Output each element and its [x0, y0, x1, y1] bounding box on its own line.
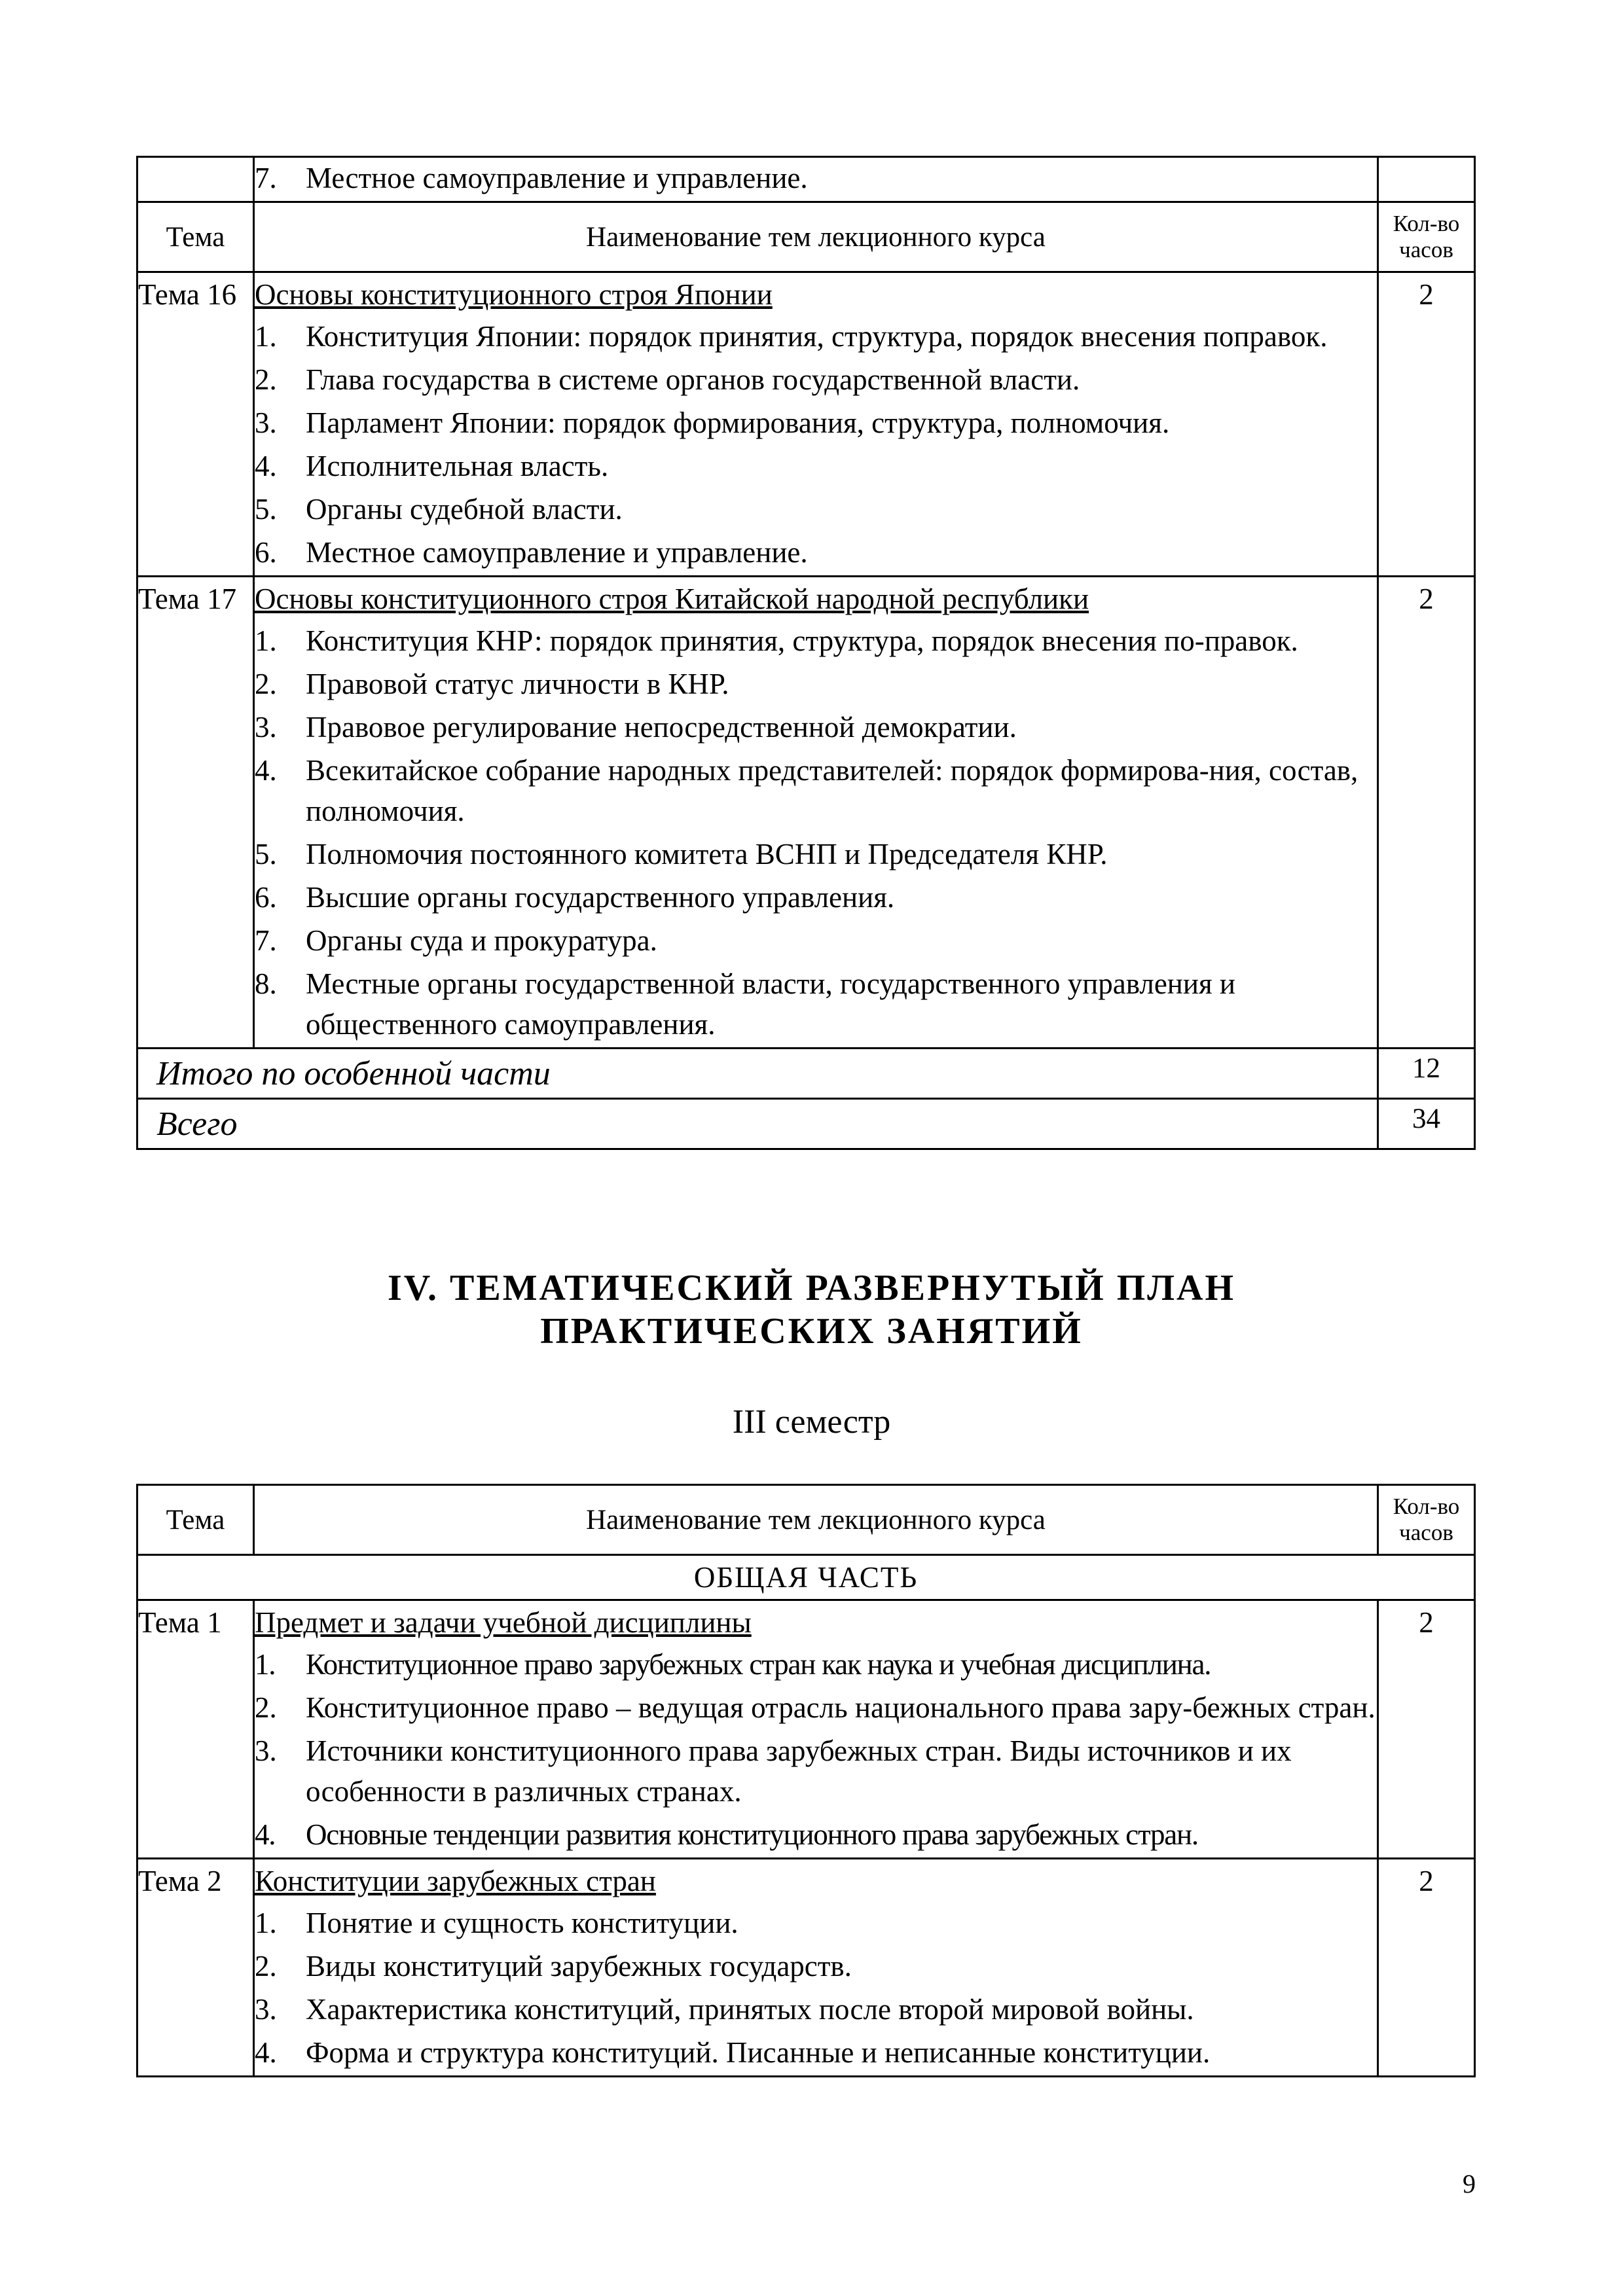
item-text: Парламент Японии: порядок формирования, структура, полномочия.	[306, 406, 1170, 439]
lecture-topics-table	[136, 156, 1476, 1150]
header-hours	[1378, 202, 1475, 272]
header-hours	[1378, 1485, 1475, 1555]
item-number: 4.	[255, 1818, 276, 1851]
topic-hours: 2	[1378, 1859, 1475, 2077]
item-text: Органы судебной власти.	[306, 493, 623, 526]
item-text: Понятие и сущность конституции.	[306, 1907, 739, 1939]
topic-items	[255, 1644, 1377, 1855]
item-number: 6.	[255, 536, 277, 569]
topic-title: Основы конституционного строя Китайской народной республики	[255, 583, 1089, 615]
total-label: Всего	[137, 1099, 1378, 1149]
item-number: 3.	[255, 711, 277, 744]
topic-row	[137, 577, 1475, 1049]
list-item	[255, 1814, 1377, 1855]
topic-label: Тема 17	[137, 577, 254, 1049]
page-number: 9	[1463, 2169, 1476, 2198]
item-text: Конституционное право зарубежных стран как наука и учебная дисциплина.	[306, 1648, 1211, 1681]
item-number: 4.	[255, 754, 277, 787]
list-item	[255, 707, 1377, 747]
table-row	[137, 157, 1475, 202]
list-item	[255, 1903, 1377, 1943]
topic-title: Конституции зарубежных стран	[255, 1865, 656, 1897]
topic-title: Предмет и задачи учебной дисциплины	[255, 1606, 752, 1639]
item-text: Конституция Японии: порядок принятия, структура, порядок внесения поправок.	[306, 320, 1328, 353]
item-number: 6.	[255, 881, 277, 914]
list-item	[255, 834, 1377, 874]
list-item	[255, 2032, 1377, 2073]
header-hours-line1: Кол-во	[1393, 211, 1460, 236]
header-hours-line2: часов	[1399, 237, 1453, 262]
item-text: Правовой статус личности в КНР.	[306, 668, 729, 700]
table-header-row	[137, 1485, 1475, 1555]
header-hours-line1: Кол-во	[1393, 1494, 1460, 1519]
header-name: Наименование тем лекционного курса	[254, 1485, 1378, 1555]
item-number: 2.	[255, 1691, 277, 1724]
item-number: 1.	[255, 1907, 277, 1939]
topic-row	[137, 1600, 1475, 1859]
topic-title: Основы конституционного строя Японии	[255, 278, 773, 311]
topic-hours: 2	[1378, 1600, 1475, 1859]
list-item	[255, 750, 1377, 831]
list-item	[255, 620, 1377, 661]
item-number: 1.	[255, 624, 277, 657]
item-number: 5.	[255, 493, 277, 526]
total-hours: 34	[1378, 1099, 1475, 1149]
topic-content	[254, 272, 1378, 577]
list-item	[255, 316, 1377, 357]
header-name: Наименование тем лекционного курса	[254, 202, 1378, 272]
topic-row	[137, 272, 1475, 577]
list-item	[255, 664, 1377, 704]
topic-content	[254, 1859, 1378, 2077]
subtotal-hours: 12	[1378, 1049, 1475, 1099]
empty-cell	[137, 157, 254, 202]
item-text: Глава государства в системе органов государственной власти.	[306, 363, 1080, 396]
semester-label: III семестр	[732, 1403, 891, 1441]
topic-items	[255, 1903, 1377, 2073]
item-text: Высшие органы государственного управления.	[306, 881, 895, 914]
header-tema: Тема	[137, 1485, 254, 1555]
item-number: 3.	[255, 1993, 277, 2026]
item-number: 1.	[255, 1648, 276, 1681]
topic-content	[254, 1600, 1378, 1859]
topic-items	[255, 620, 1377, 1045]
item-text: Источники конституционного права зарубежных стран. Виды источников и их особенности в различных странах.	[306, 1734, 1292, 1808]
topic-row	[137, 1859, 1475, 2077]
item-number: 4.	[255, 450, 277, 482]
section-row	[137, 1555, 1475, 1600]
list-item	[255, 877, 1377, 918]
item-text: Основные тенденции развития конституционного права зарубежных стран.	[306, 1818, 1198, 1851]
topic-hours: 2	[1378, 577, 1475, 1049]
item-text: Местное самоуправление и управление.	[306, 162, 808, 194]
list-item	[255, 963, 1377, 1045]
item-number: 1.	[255, 320, 277, 353]
topic-label: Тема 2	[137, 1859, 254, 2077]
item-text: Характеристика конституций, принятых после второй мировой войны.	[306, 1993, 1194, 2026]
item-text: Исполнительная власть.	[306, 450, 609, 482]
list-item	[255, 1687, 1377, 1728]
item-number: 2.	[255, 668, 277, 700]
section-heading-line2: ПРАКТИЧЕСКИХ ЗАНЯТИЙ	[540, 1311, 1083, 1352]
header-hours-line2: часов	[1399, 1520, 1453, 1545]
item-text: Органы суда и прокуратура.	[306, 924, 657, 957]
item-text: Виды конституций зарубежных государств.	[306, 1950, 852, 1982]
section-heading	[0, 1266, 1623, 1353]
subtotal-row	[137, 1049, 1475, 1099]
item-number: 7.	[255, 924, 277, 957]
item-number: 3.	[255, 406, 277, 439]
item-text: Местные органы государственной власти, государственного управления и общественного самоуправления.	[306, 967, 1236, 1041]
item-text: Полномочия постоянного комитета ВСНП и Председателя КНР.	[306, 838, 1108, 870]
topic-items	[255, 316, 1377, 573]
item-number: 2.	[255, 363, 277, 396]
header-tema: Тема	[137, 202, 254, 272]
item-number: 2.	[255, 1950, 277, 1982]
list-item	[255, 1644, 1377, 1685]
section-label: ОБЩАЯ ЧАСТЬ	[137, 1555, 1475, 1600]
list-item	[255, 920, 1377, 961]
subtotal-label: Итого по особенной части	[137, 1049, 1378, 1099]
item-number: 3.	[255, 1734, 277, 1767]
item-text: Местное самоуправление и управление.	[306, 536, 808, 569]
item-text: Конституционное право – ведущая отрасль национального права зару-бежных стран.	[306, 1691, 1376, 1724]
list-item	[255, 1946, 1377, 1986]
total-row	[137, 1099, 1475, 1149]
topic-content	[254, 577, 1378, 1049]
item-text: Правовое регулирование непосредственной демократии.	[306, 711, 1017, 744]
list-item	[255, 489, 1377, 529]
item-number: 8.	[255, 967, 277, 1000]
practical-topics-table	[136, 1484, 1476, 2077]
list-item	[255, 158, 1377, 198]
list-item	[255, 403, 1377, 443]
item-text: Конституция КНР: порядок принятия, структура, порядок внесения по-правок.	[306, 624, 1298, 657]
item-number: 7.	[255, 162, 277, 194]
topic-label: Тема 1	[137, 1600, 254, 1859]
list-item	[255, 359, 1377, 400]
list-item	[255, 1989, 1377, 2030]
empty-cell	[1378, 157, 1475, 202]
list-item	[255, 446, 1377, 486]
topic-label: Тема 16	[137, 272, 254, 577]
table-header-row	[137, 202, 1475, 272]
item-text: Форма и структура конституций. Писанные и неписанные конституции.	[306, 2036, 1211, 2069]
item-number: 5.	[255, 838, 277, 870]
continued-item-cell	[254, 157, 1378, 202]
topic-hours: 2	[1378, 272, 1475, 577]
item-number: 4.	[255, 2036, 277, 2069]
list-item	[255, 1731, 1377, 1812]
list-item	[255, 532, 1377, 573]
item-text: Всекитайское собрание народных представителей: порядок формирова-ния, состав, полномочия.	[306, 754, 1359, 827]
section-heading-line1: IV. ТЕМАТИЧЕСКИЙ РАЗВЕРНУТЫЙ ПЛАН	[387, 1268, 1235, 1308]
